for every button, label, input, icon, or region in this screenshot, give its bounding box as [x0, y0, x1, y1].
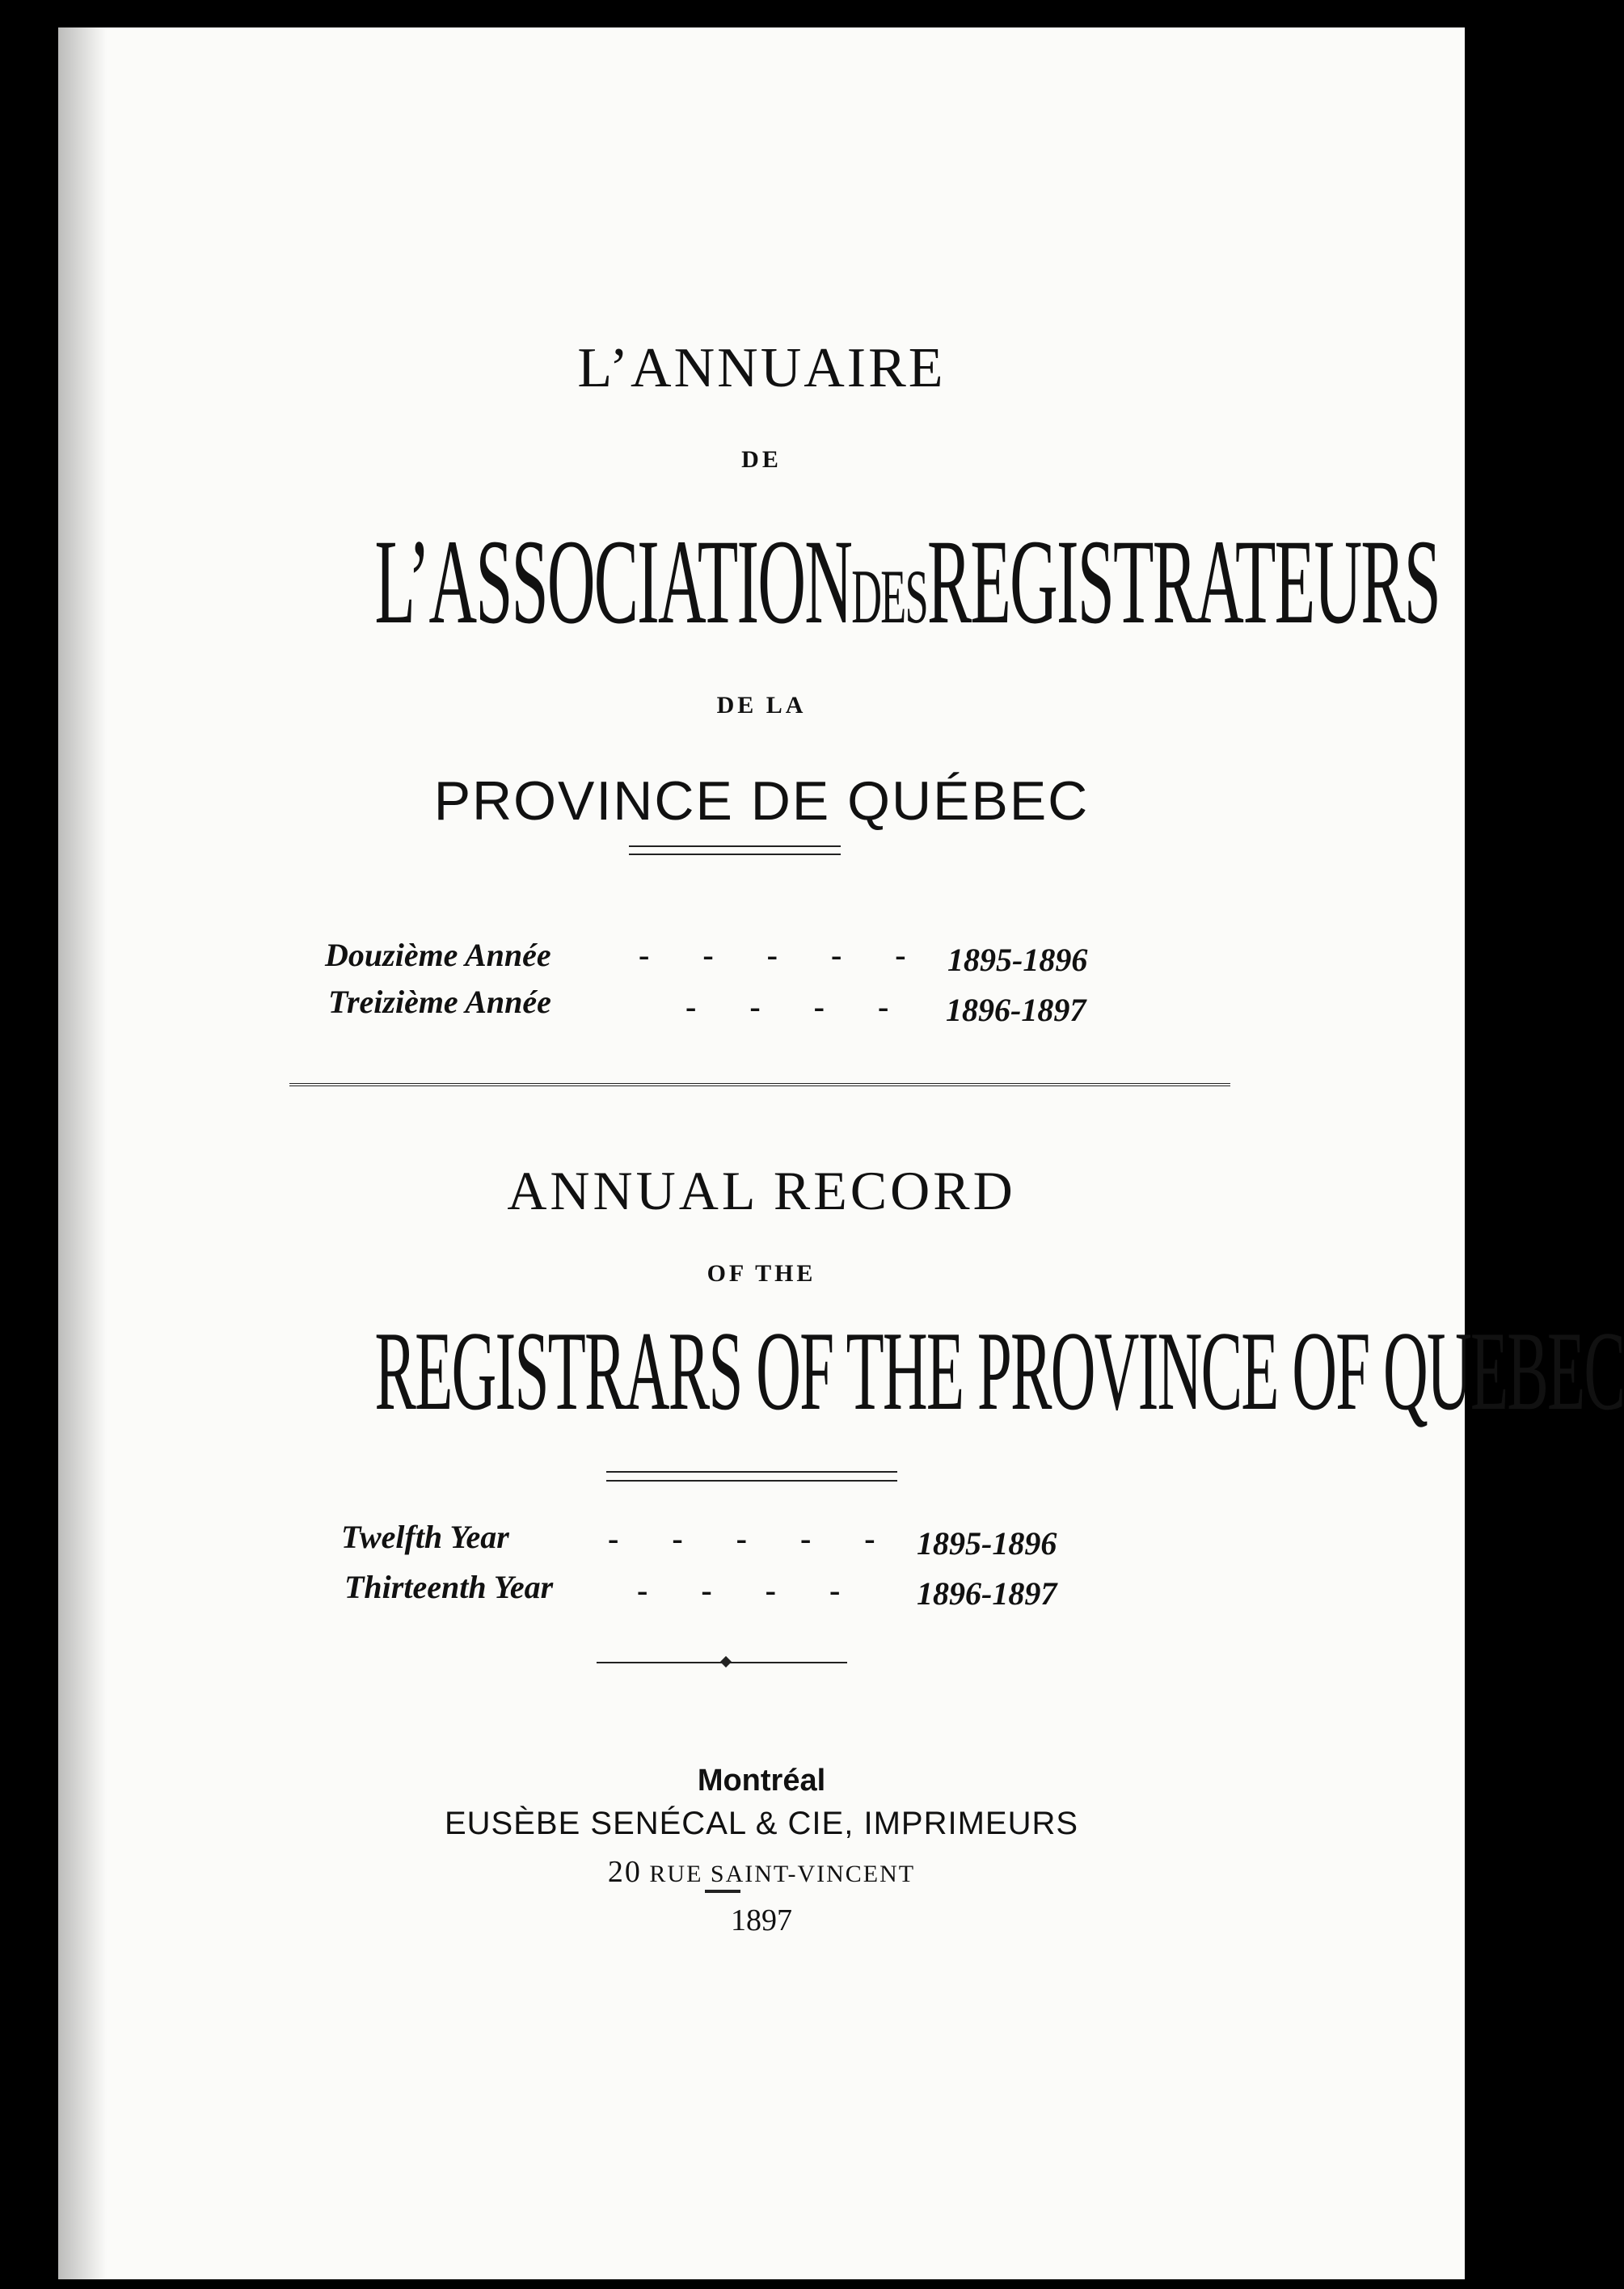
- rule-short-2b: [606, 1480, 897, 1482]
- association-left: L’ASSOCIATION: [374, 515, 852, 649]
- rule-short-2: [606, 1471, 897, 1473]
- association-des: DES: [851, 554, 927, 639]
- imprint-address: [58, 1854, 1465, 1890]
- en-year-label-2: Thirteenth Year: [344, 1569, 554, 1605]
- province-heading: PROVINCE DE QUÉBEC: [433, 770, 1090, 832]
- fr-year-range-2: 1896-1897: [946, 992, 1086, 1028]
- en-year-dashes-2: - - - -: [637, 1572, 863, 1608]
- fr-year-dashes-2: - - - -: [685, 989, 912, 1025]
- registrars-heading: REGISTRARS OF THE PROVINCE OF QUEBEC: [374, 1309, 1624, 1434]
- imprint-city: Montréal: [697, 1764, 826, 1798]
- fr-year-range-1: 1895-1896: [947, 942, 1088, 978]
- ornament-diamond: [720, 1656, 732, 1667]
- imprint-rule: [705, 1890, 740, 1893]
- imprint-street-number: 20: [607, 1855, 642, 1889]
- association-right: REGISTRATEURS: [926, 515, 1441, 649]
- en-year-label-1: Twelfth Year: [341, 1519, 509, 1555]
- of-the-label: OF THE: [707, 1260, 816, 1287]
- de-la-label: DE LA: [716, 692, 807, 719]
- page-content: [58, 27, 1624, 2279]
- fr-year-label-2: Treizième Année: [328, 984, 551, 1020]
- fr-year-dashes-1: - - - - -: [639, 937, 929, 973]
- rule-long: [289, 1083, 1230, 1086]
- en-year-range-2: 1896-1897: [917, 1575, 1057, 1612]
- en-year-dashes-1: - - - - -: [608, 1520, 898, 1557]
- imprint-printer: EUSÈBE SENÉCAL & CIE, IMPRIMEURS: [444, 1806, 1079, 1841]
- rule-short-1b: [629, 854, 841, 855]
- fr-year-label-1: Douzième Année: [325, 937, 551, 973]
- association-heading: [58, 512, 1465, 651]
- annuaire-title: L’ANNUAIRE: [577, 337, 946, 399]
- de-label: DE: [741, 446, 782, 473]
- annual-record-title: ANNUAL RECORD: [507, 1160, 1016, 1221]
- en-year-range-1: 1895-1896: [917, 1525, 1057, 1562]
- imprint-year: 1897: [731, 1903, 792, 1937]
- rule-short-1: [629, 845, 841, 847]
- imprint-street: RUE SAINT-VINCENT: [649, 1861, 916, 1887]
